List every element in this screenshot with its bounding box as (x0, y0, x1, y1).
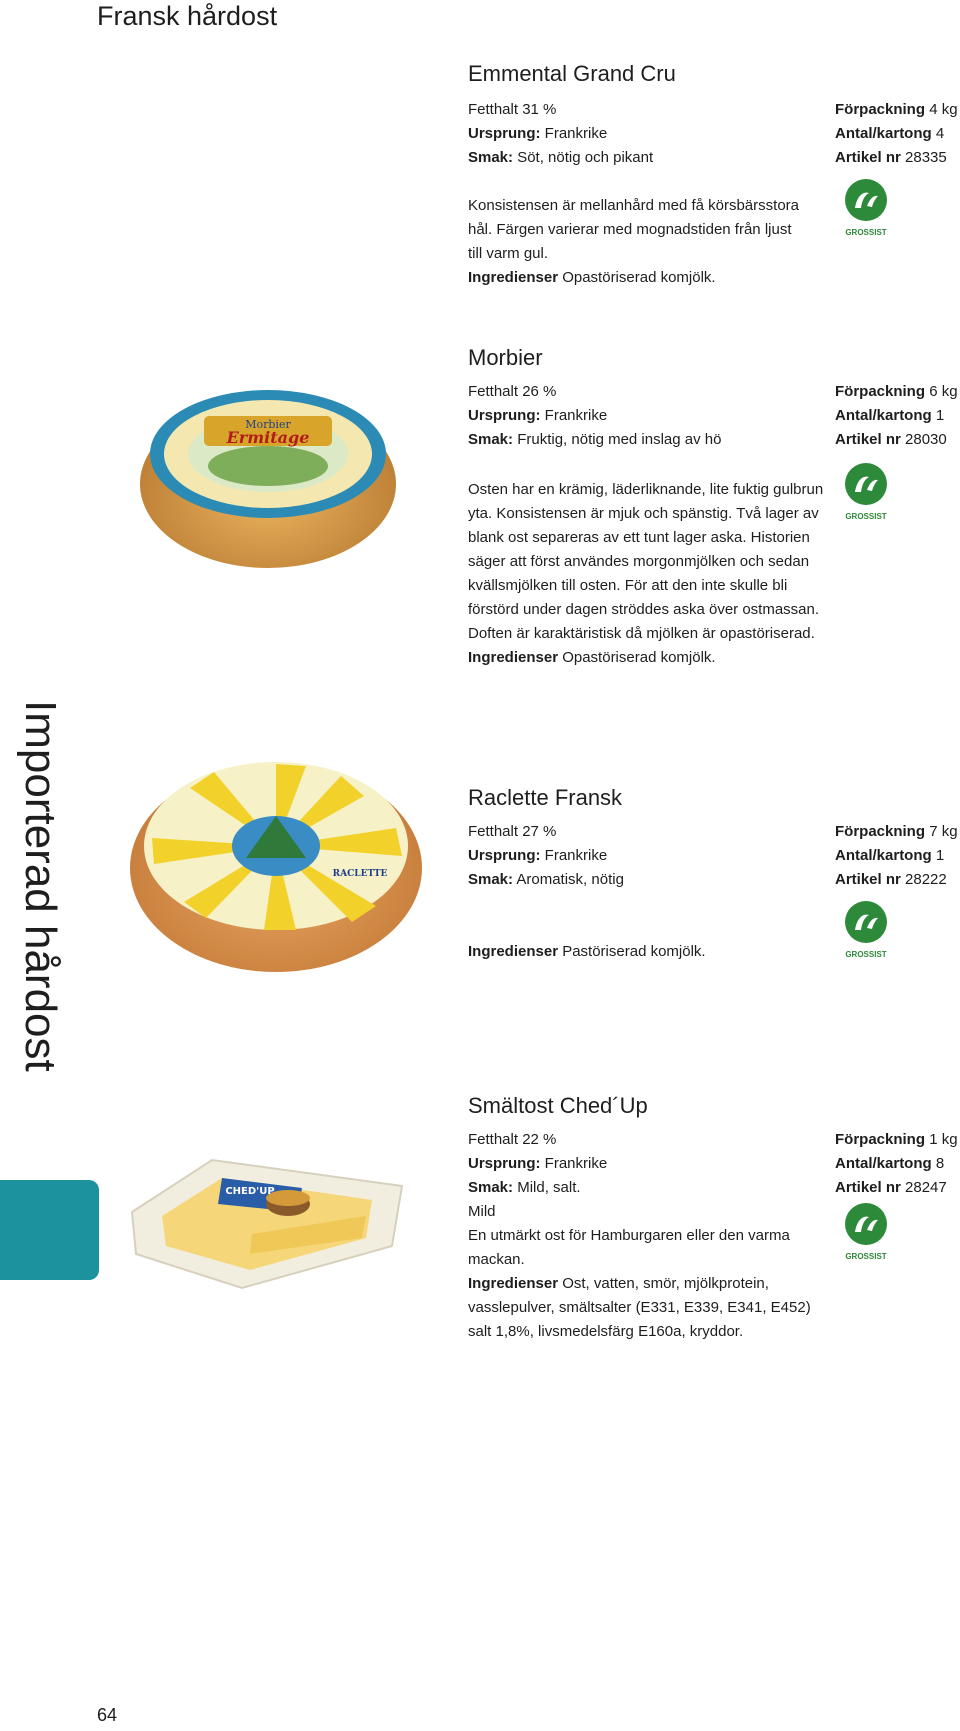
ingredients-label: Ingredienser (468, 649, 559, 666)
badge-label: GROSSIST (845, 1252, 887, 1261)
pack-label: Förpackning (835, 383, 926, 400)
count-label: Antal/kartong (835, 847, 932, 864)
origin-value: Frankrike (544, 125, 608, 142)
raclette-cheese-image (126, 746, 426, 976)
badge-label: GROSSIST (845, 512, 887, 521)
grossist-badge (843, 178, 889, 240)
taste-label: Smak: (468, 149, 514, 166)
article-value: 28030 (905, 431, 947, 448)
origin-label: Ursprung: (468, 407, 541, 424)
extra-line: Mild (468, 1203, 496, 1220)
vertical-section-title: Importerad hårdost (16, 700, 65, 1072)
pack-value: 4 kg (929, 101, 958, 118)
ingredients-label: Ingredienser (468, 943, 559, 960)
product-packaging (835, 98, 958, 170)
origin-value: Frankrike (544, 847, 608, 864)
grossist-logo-icon (843, 462, 889, 524)
description-text: Konsistensen är mellanhård med få körsbärsstora hål. Färgen varierar med mognadstiden från ljust till varm gul. (468, 197, 799, 262)
ingredients-value: Opastöriserad komjölk. (562, 269, 716, 286)
taste-value: Fruktig, nötig med inslag av hö (517, 431, 722, 448)
count-value: 8 (935, 1155, 945, 1172)
product-packaging (835, 820, 958, 892)
pack-value: 6 kg (929, 383, 958, 400)
origin-label: Ursprung: (468, 1155, 541, 1172)
article-label: Artikel nr (835, 149, 901, 166)
pack-value: 7 kg (929, 823, 958, 840)
product-name: Morbier (468, 345, 543, 370)
count-value: 1 (935, 847, 945, 864)
ingredients-value: Ost, vatten, smör, mjölkprotein, vasslepulver, smältsalter (E331, E339, E341, E452) salt 1,8%, livsmedelsfärg E160a, kryddor. (468, 1275, 811, 1340)
article-value: 28335 (905, 149, 947, 166)
ermitage-label-text: Ermitage (226, 428, 310, 447)
badge-label: GROSSIST (845, 228, 887, 237)
product-packaging (835, 380, 958, 452)
fat-value: 31 % (522, 101, 557, 118)
grossist-badge (843, 900, 889, 962)
fat-label: Fetthalt (468, 383, 519, 400)
product-name: Smältost Ched´Up (468, 1093, 648, 1118)
count-label: Antal/kartong (835, 407, 932, 424)
product-attributes (468, 1128, 607, 1200)
article-label: Artikel nr (835, 1179, 901, 1196)
pack-label: Förpackning (835, 101, 926, 118)
morbier-label-text: Morbier (245, 418, 291, 431)
description-text: En utmärkt ost för Hamburgaren eller den varma mackan. (468, 1227, 790, 1268)
section-title: Fransk hårdost (97, 1, 278, 31)
count-value: 4 (935, 125, 945, 142)
pack-label: Förpackning (835, 823, 926, 840)
origin-label: Ursprung: (468, 125, 541, 142)
grossist-badge (843, 1202, 889, 1264)
product-description (468, 194, 808, 290)
product-name: Raclette Fransk (468, 785, 623, 810)
origin-label: Ursprung: (468, 847, 541, 864)
page-number: 64 (97, 1705, 118, 1725)
article-value: 28247 (905, 1179, 947, 1196)
pack-value: 1 kg (929, 1131, 958, 1148)
product-attributes (468, 98, 653, 170)
raclette-label-text: RACLETTE (332, 869, 388, 879)
fat-value: 27 % (522, 823, 557, 840)
taste-label: Smak: (468, 871, 514, 888)
grossist-logo-icon (843, 900, 889, 962)
product-attributes (468, 380, 721, 452)
morbier-cheese-image (138, 380, 398, 570)
origin-value: Frankrike (544, 1155, 608, 1172)
fat-label: Fetthalt (468, 101, 519, 118)
badge-label: GROSSIST (845, 950, 887, 959)
ingredients-value: Pastöriserad komjölk. (562, 943, 706, 960)
taste-value: Söt, nötig och pikant (517, 149, 654, 166)
pack-label: Förpackning (835, 1131, 926, 1148)
grossist-logo-icon (843, 1202, 889, 1264)
product-attributes (468, 820, 624, 892)
taste-value: Mild, salt. (517, 1179, 581, 1196)
article-label: Artikel nr (835, 431, 901, 448)
chedup-cheese-image (122, 1142, 412, 1292)
fat-value: 22 % (522, 1131, 557, 1148)
product-description (468, 478, 826, 670)
taste-value: Aromatisk, nötig (516, 871, 624, 888)
product-name: Emmental Grand Cru (468, 61, 676, 86)
grossist-badge (843, 462, 889, 524)
count-value: 1 (935, 407, 945, 424)
taste-label: Smak: (468, 1179, 514, 1196)
product-packaging (835, 1128, 958, 1200)
count-label: Antal/kartong (835, 125, 932, 142)
fat-value: 26 % (522, 383, 557, 400)
ingredients-label: Ingredienser (468, 269, 559, 286)
description-text: Osten har en krämig, läderliknande, lite fuktig gulbrun yta. Konsistensen är mjuk och spänstig. Två lager av blank ost separeras av ett tunt lager aska. Historien säger att först användes morgonmjölken och sedan kvällsmjölken till osten. För att den inte skulle bli förstörd under dagen ströddes aska över ostmassan. Doften är karaktäristisk då mjölken är opastöriserad. (468, 481, 824, 642)
origin-value: Frankrike (544, 407, 608, 424)
grossist-logo-icon (843, 178, 889, 240)
chedup-label-text: CHED'UP (225, 1186, 275, 1197)
taste-label: Smak: (468, 431, 514, 448)
article-value: 28222 (905, 871, 947, 888)
article-label: Artikel nr (835, 871, 901, 888)
product-description (468, 1200, 818, 1344)
ingredients-label: Ingredienser (468, 1275, 559, 1292)
fat-label: Fetthalt (468, 1131, 519, 1148)
ingredients-value: Opastöriserad komjölk. (562, 649, 716, 666)
product-description (468, 940, 818, 964)
fat-label: Fetthalt (468, 823, 519, 840)
count-label: Antal/kartong (835, 1155, 932, 1172)
section-tab (0, 1180, 99, 1280)
